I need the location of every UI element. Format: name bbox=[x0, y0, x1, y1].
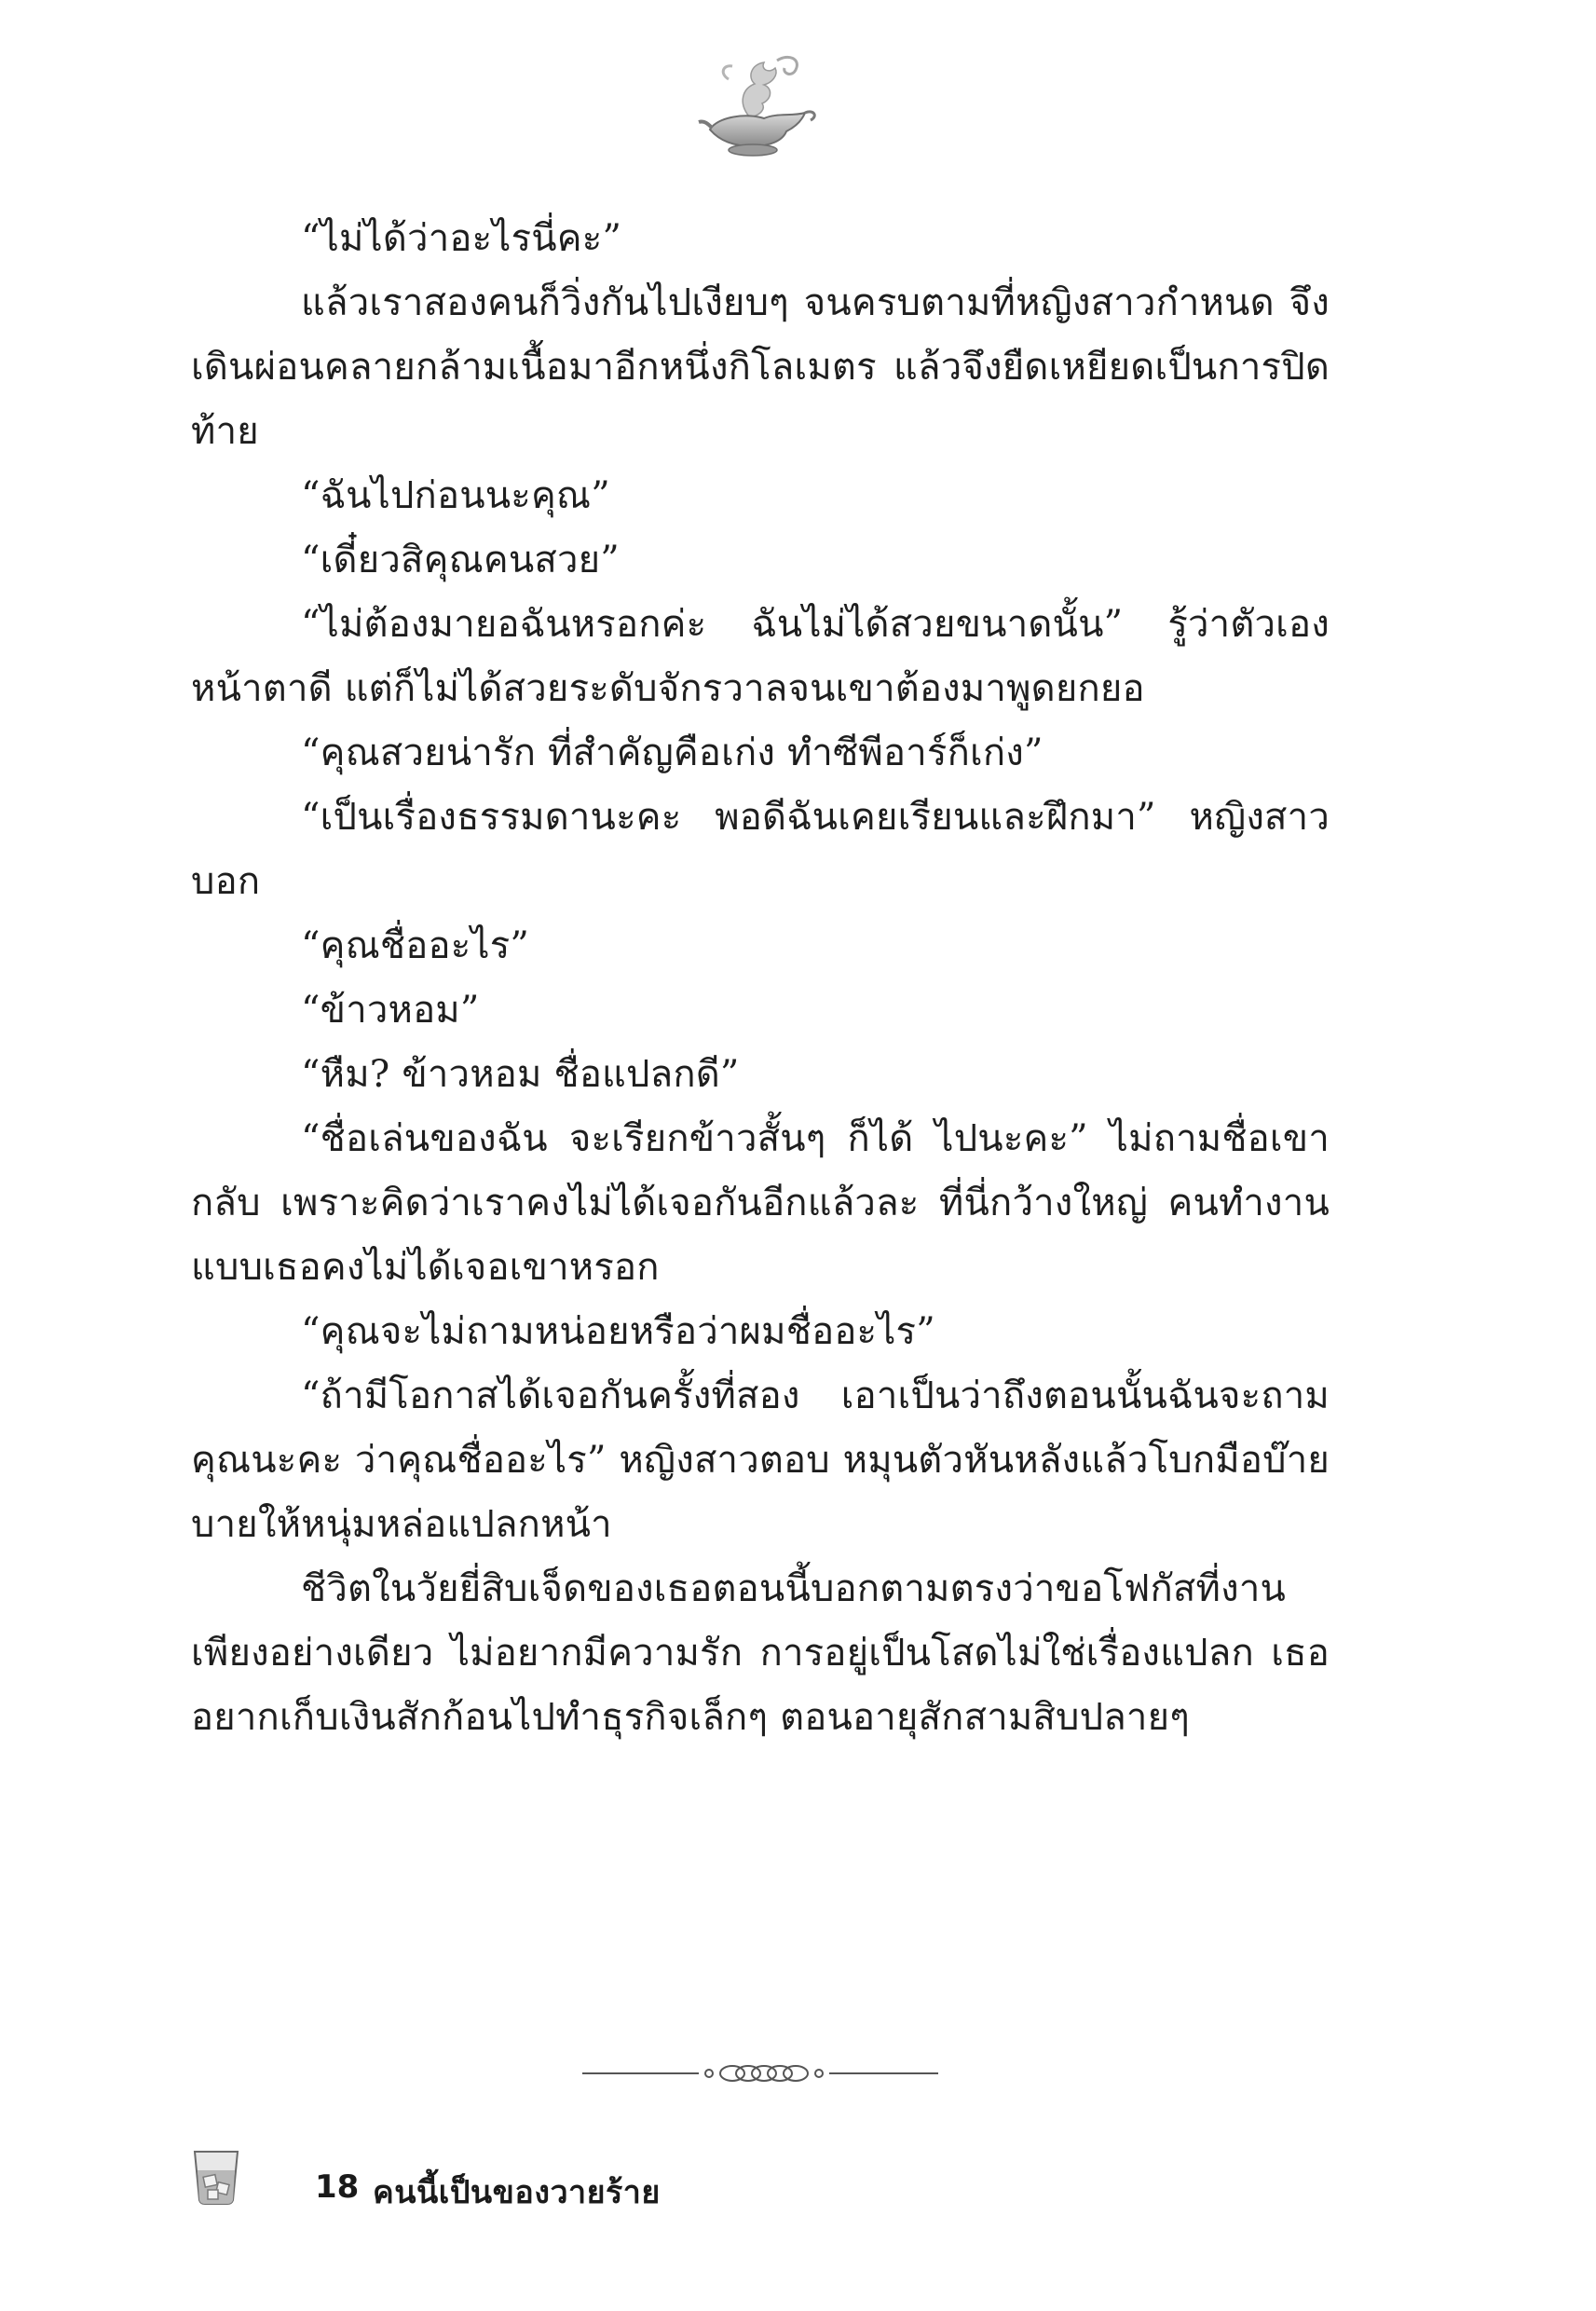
paragraph: “ไม่ได้ว่าอะไรนี่คะ” bbox=[301, 217, 622, 260]
section-divider bbox=[582, 2055, 938, 2092]
body-text bbox=[191, 207, 1330, 1750]
page-footer bbox=[189, 2148, 1028, 2222]
paragraph: “คุณชื่ออะไร” bbox=[301, 924, 530, 967]
paragraph: “ฉันไปก่อนนะคุณ” bbox=[301, 474, 610, 517]
paragraph: ชีวิตในวัยยี่สิบเจ็ดของเธอตอนนี้บอกตามตรงว่าขอโฟกัสที่งานเพียงอย่างเดียว ไม่อยากมีความรัก การอยู่เป็นโสดไม่ใช่เรื่องแปลก เธออยากเก็บเงินสักก้อนไปทำธุรกิจเล็กๆ ตอนอายุสักสามสิบปลายๆ bbox=[191, 1567, 1330, 1739]
paragraph: “ข้าวหอม” bbox=[301, 989, 480, 1032]
paragraph: “เดี๋ยวสิคุณคนสวย” bbox=[301, 539, 620, 581]
glass-icon bbox=[189, 2148, 243, 2206]
paragraph: “ไม่ต้องมายอฉันหรอกค่ะ ฉันไม่ได้สวยขนาดนั้น” รู้ว่าตัวเองหน้าตาดี แต่ก็ไม่ได้สวยระดับจักรวาลจนเขาต้องมาพูดยกยอ bbox=[191, 603, 1330, 710]
paragraph: แล้วเราสองคนก็วิ่งกันไปเงียบๆ จนครบตามที่หญิงสาวกำหนด จึงเดินผ่อนคลายกล้ามเนื้อมาอีกหนึ่งกิโลเมตร แล้วจึงยืดเหยียดเป็นการปิดท้าย bbox=[191, 281, 1330, 453]
page-number: 18 bbox=[315, 2168, 360, 2206]
paragraph: “หืม? ข้าวหอม ชื่อแปลกดี” bbox=[301, 1053, 740, 1096]
genie-lamp-icon bbox=[691, 51, 822, 158]
paragraph: “ถ้ามีโอกาสได้เจอกันครั้งที่สอง เอาเป็นว่าถึงตอนนั้นฉันจะถามคุณนะคะ ว่าคุณชื่ออะไร” หญิงสาวตอบ หมุนตัวหันหลังแล้วโบกมือบ๊ายบายให้หนุ่มหล่อแปลกหน้า bbox=[191, 1374, 1330, 1546]
book-title: คนนี้เป็นของวายร้าย bbox=[373, 2174, 661, 2211]
paragraph: “คุณจะไม่ถามหน่อยหรือว่าผมชื่ออะไร” bbox=[301, 1310, 935, 1353]
paragraph: “คุณสวยน่ารัก ที่สำคัญคือเก่ง ทำซีพีอาร์ก็เก่ง” bbox=[301, 732, 1044, 774]
paragraph: “ชื่อเล่นของฉัน จะเรียกข้าวสั้นๆ ก็ได้ ไปนะคะ” ไม่ถามชื่อเขากลับ เพราะคิดว่าเราคงไม่ได้เจอกันอีกแล้วละ ที่นี่กว้างใหญ่ คนทำงานแบบเธอคงไม่ได้เจอเขาหรอก bbox=[191, 1117, 1330, 1289]
paragraph: “เป็นเรื่องธรรมดานะคะ พอดีฉันเคยเรียนและฝึกมา” หญิงสาวบอก bbox=[191, 796, 1330, 903]
